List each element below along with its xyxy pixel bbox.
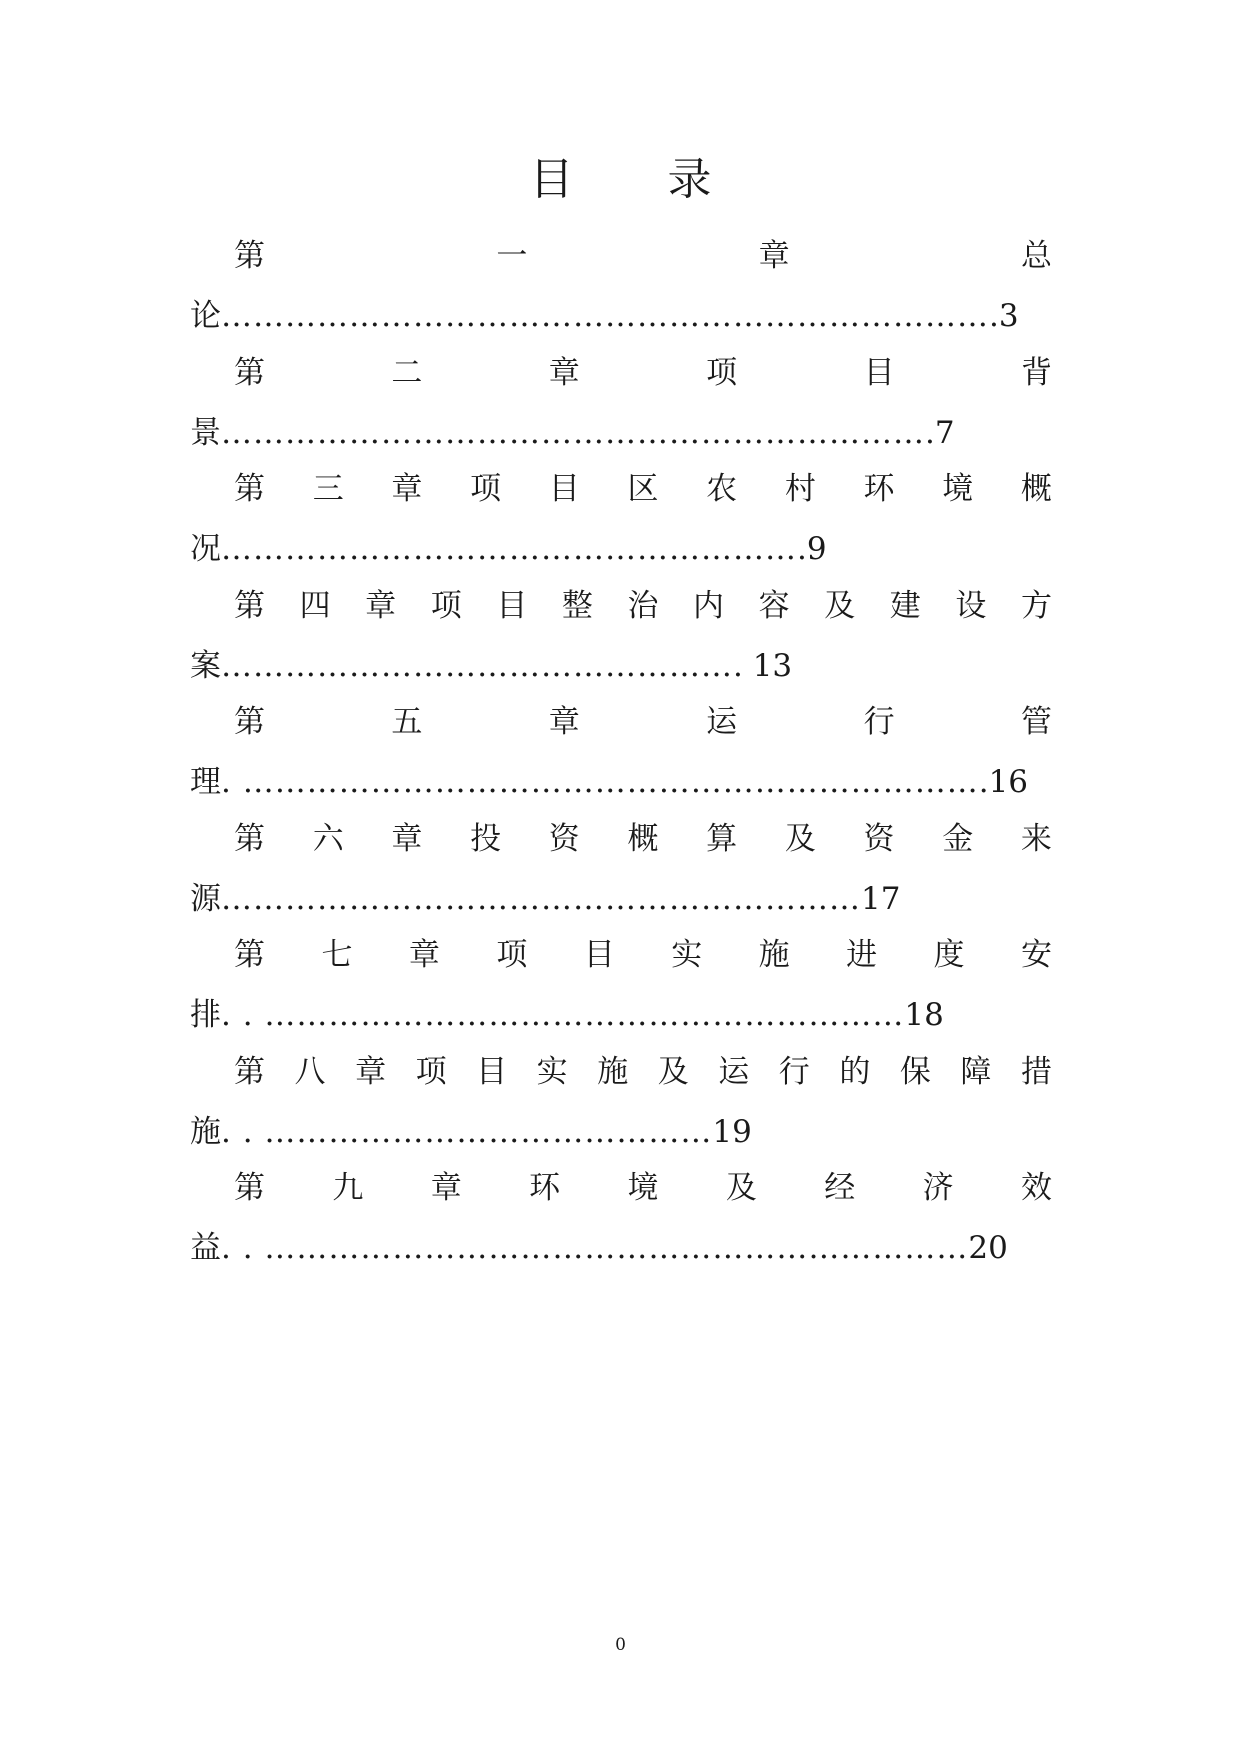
toc-heading-char: 及 — [725, 1170, 757, 1206]
toc-heading-char: 村 — [784, 471, 816, 507]
toc-leader-dots: ………………………………………… — [221, 648, 733, 684]
toc-heading-line — [190, 692, 1052, 752]
toc-continuation-line — [190, 985, 1052, 1045]
toc-heading-char: 项 — [415, 1054, 447, 1090]
toc-continuation-char: 施 — [190, 1114, 221, 1150]
toc-heading-char: 第 — [234, 704, 265, 740]
toc-heading-char: 容 — [758, 588, 790, 624]
toc-heading-char: 资 — [863, 821, 895, 857]
toc-heading-char: 区 — [627, 471, 659, 507]
toc-heading-char: 概 — [627, 821, 659, 857]
toc-heading-char: 施 — [597, 1054, 629, 1090]
toc-heading-char: 境 — [627, 1170, 659, 1206]
toc-heading-char: 度 — [933, 937, 965, 973]
toc-continuation-line — [190, 752, 1052, 812]
toc-heading-line — [190, 1042, 1052, 1102]
toc-heading-char: 目 — [476, 1054, 508, 1090]
toc-heading-char: 章 — [548, 704, 580, 740]
toc-page-number: 17 — [861, 881, 901, 917]
toc-heading-char: 经 — [824, 1170, 856, 1206]
toc-heading-char: 七 — [321, 937, 353, 973]
toc-entry[interactable] — [190, 1042, 1052, 1162]
toc-heading-line — [190, 925, 1052, 985]
toc-heading-char: 设 — [955, 588, 987, 624]
page-title: 目 录 — [529, 154, 752, 205]
toc-heading-line — [190, 459, 1052, 519]
toc-heading-char: 安 — [1020, 937, 1052, 973]
toc-continuation-char: 理 — [190, 764, 221, 800]
toc-heading-char: 运 — [706, 704, 738, 740]
toc-heading-char: 农 — [706, 471, 738, 507]
toc-heading-char: 行 — [778, 1054, 810, 1090]
toc-heading-char: 投 — [470, 821, 502, 857]
toc-leader-dots: ……………………………………………………………… — [221, 298, 989, 334]
toc-page-number: .3 — [989, 298, 1019, 334]
toc-heading-char: 章 — [548, 355, 580, 391]
toc-continuation-char: 案 — [190, 648, 221, 684]
toc-continuation-char: 益 — [190, 1230, 221, 1266]
toc-heading-line — [190, 809, 1052, 869]
toc-continuation-line — [190, 286, 1052, 346]
toc-heading-char: 第 — [234, 238, 265, 274]
toc-page-number: 19 — [712, 1114, 752, 1150]
toc-heading-char: 第 — [234, 588, 265, 624]
toc-continuation-char: 景 — [190, 415, 221, 451]
toc-heading-char: 一 — [496, 238, 528, 274]
toc-heading-char: 进 — [846, 937, 878, 973]
toc-continuation-char: 况 — [190, 531, 221, 567]
toc-heading-char: 章 — [408, 937, 440, 973]
toc-heading-char: 第 — [234, 821, 265, 857]
toc-heading-char: 境 — [942, 471, 974, 507]
toc-heading-char: 施 — [758, 937, 790, 973]
toc-heading-char: 项 — [496, 937, 528, 973]
toc-entry[interactable] — [190, 692, 1052, 812]
toc-heading-char: 二 — [391, 355, 423, 391]
toc-leader-dots: . . …………………………………… — [221, 1114, 713, 1150]
toc-heading-char: 概 — [1020, 471, 1052, 507]
toc-heading-char: 环 — [863, 471, 895, 507]
toc-entry[interactable] — [190, 1158, 1052, 1278]
toc-heading-char: 第 — [234, 1170, 265, 1206]
toc-heading-char: 第 — [234, 355, 265, 391]
toc-heading-char: 章 — [355, 1054, 387, 1090]
toc-heading-char: 方 — [1020, 588, 1052, 624]
toc-entry[interactable] — [190, 925, 1052, 1045]
toc-entry[interactable] — [190, 576, 1052, 696]
toc-continuation-line — [190, 636, 1052, 696]
toc-heading-char: 及 — [657, 1054, 689, 1090]
toc-heading-char: 及 — [824, 588, 856, 624]
toc-heading-char: 治 — [627, 588, 659, 624]
toc-heading-char: 目 — [496, 588, 528, 624]
toc-page-number: 18 — [904, 997, 944, 1033]
toc-heading-char: 建 — [889, 588, 921, 624]
toc-heading-char: 总 — [1020, 238, 1052, 274]
toc-page-number: .9 — [797, 531, 827, 567]
toc-heading-char: 章 — [758, 238, 790, 274]
toc-heading-char: 项 — [470, 471, 502, 507]
toc-heading-char: 算 — [706, 821, 738, 857]
toc-continuation-line — [190, 1218, 1052, 1278]
page-number: 0 — [615, 1635, 626, 1655]
toc-heading-char: 五 — [391, 704, 423, 740]
toc-page-number: .7 — [925, 415, 955, 451]
toc-continuation-line — [190, 1102, 1052, 1162]
toc-heading-char: 背 — [1020, 355, 1052, 391]
toc-continuation-line — [190, 403, 1052, 463]
toc-heading-char: 金 — [942, 821, 974, 857]
toc-continuation-line — [190, 519, 1052, 579]
toc-heading-char: 目 — [863, 355, 895, 391]
toc-entry[interactable] — [190, 809, 1052, 929]
toc-heading-char: 行 — [863, 704, 895, 740]
toc-heading-char: 章 — [365, 588, 397, 624]
toc-heading-line — [190, 576, 1052, 636]
toc-page-number: . 13 — [733, 648, 793, 684]
toc-continuation-line — [190, 869, 1052, 929]
toc-continuation-char: 排 — [190, 997, 221, 1033]
toc-heading-char: 章 — [391, 471, 423, 507]
toc-heading-char: 章 — [391, 821, 423, 857]
toc-heading-char: 目 — [548, 471, 580, 507]
toc-heading-char: 第 — [234, 937, 265, 973]
toc-heading-char: 实 — [671, 937, 703, 973]
toc-heading-char: 环 — [529, 1170, 561, 1206]
toc-heading-char: 目 — [583, 937, 615, 973]
toc-leader-dots: ……………………………………………… — [221, 531, 797, 567]
toc-heading-char: 及 — [784, 821, 816, 857]
toc-heading-char: 保 — [899, 1054, 931, 1090]
toc-heading-char: 障 — [960, 1054, 992, 1090]
toc-heading-char: 第 — [234, 1054, 265, 1090]
toc-heading-char: 实 — [536, 1054, 568, 1090]
toc-leader-dots: ………………………………………………………… — [221, 415, 925, 451]
toc-heading-char: 六 — [312, 821, 344, 857]
toc-entry[interactable] — [190, 226, 1052, 346]
toc-heading-char: 管 — [1020, 704, 1052, 740]
toc-heading-char: 项 — [430, 588, 462, 624]
toc-heading-line — [190, 343, 1052, 403]
toc-leader-dots: . …………………………………………………………… — [221, 764, 979, 800]
toc-heading-char: 的 — [839, 1054, 871, 1090]
toc-leader-dots: …………………………………………………… — [221, 881, 861, 917]
toc-heading-char: 措 — [1020, 1054, 1052, 1090]
toc-leader-dots: . . …………………………………………………… — [221, 997, 905, 1033]
toc-heading-char: 资 — [548, 821, 580, 857]
toc-page-number: 20 — [968, 1230, 1008, 1266]
toc-heading-char: 第 — [234, 471, 265, 507]
toc-continuation-char: 源 — [190, 881, 221, 917]
toc-heading-char: 来 — [1020, 821, 1052, 857]
toc-continuation-char: 论 — [190, 298, 221, 334]
toc-entry[interactable] — [190, 459, 1052, 579]
toc-heading-char: 四 — [299, 588, 331, 624]
toc-heading-line — [190, 1158, 1052, 1218]
toc-heading-char: 三 — [312, 471, 344, 507]
toc-heading-char: 内 — [693, 588, 725, 624]
toc-heading-char: 济 — [922, 1170, 954, 1206]
toc-heading-char: 八 — [294, 1054, 326, 1090]
toc-heading-char: 整 — [561, 588, 593, 624]
toc-heading-char: 九 — [332, 1170, 364, 1206]
toc-heading-char: 章 — [430, 1170, 462, 1206]
toc-entry[interactable] — [190, 343, 1052, 463]
toc-heading-char: 效 — [1021, 1170, 1052, 1206]
toc-heading-line — [190, 226, 1052, 286]
toc-leader-dots: . . ………………………………………………………… — [221, 1230, 969, 1266]
toc-heading-char: 运 — [718, 1054, 750, 1090]
toc-page-number: .16 — [978, 764, 1029, 800]
toc-heading-char: 项 — [706, 355, 738, 391]
